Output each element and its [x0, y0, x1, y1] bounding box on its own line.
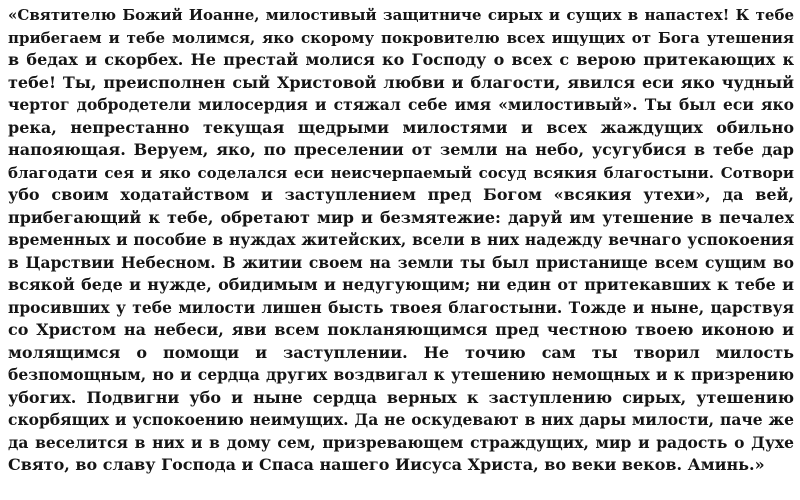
text-line: благодати сея и яко соделался еси неисчерпаемый сосуд всякия благостыни. Сотвори	[8, 163, 794, 182]
text-line: убо своим ходатайством и заступлением пред Богом «всякия утехи», да вей,	[8, 185, 794, 204]
text-line: скорбящих и успокоению неимущих. Да не оскудевают в них дары милости, паче же	[8, 410, 794, 429]
text-line: временных и пособие в нуждах житейских, всели в них надежду вечнаго успокоения	[8, 230, 794, 249]
text-line: река, непрестанно текущая щедрыми милостями и всех жаждущих обильно	[8, 117, 794, 137]
prayer-text-block	[8, 4, 794, 496]
text-line: убогих. Подвигни убо и ныне сердца верных к заступлению сирых, утешению	[8, 387, 794, 407]
text-line: со Христом на небеси, яви всем покланяющимся пред честною твоею иконою и	[8, 320, 794, 339]
text-line: тебе! Ты, преисполнен сый Христовой любви и благости, явился еси яко чудный	[8, 72, 794, 92]
text-line: просивших у тебе милости лишен бысть твоея благостыни. Тожде и ныне, царствуя	[8, 297, 794, 317]
text-line: в бедах и скорбех. Не престай молися ко Господу о всех с верою притекающих к	[8, 50, 794, 69]
text-line: безпомощным, но и сердца других воздвигал к утешению немощных и к призрению	[8, 365, 794, 384]
text-line: чертог добродетели милосердия и стяжал себе имя «милостивый». Ты был еси яко	[8, 95, 794, 114]
text-line: «Святителю Божий Иоанне, милостивый защитниче сирых и сущих в напастех! К тебе	[8, 6, 794, 24]
text-line-last: Свято, во славу Господа и Спаса нашего Иисуса Христа, во веки веков. Аминь.»	[8, 455, 765, 474]
text-line: молящимся о помощи и заступлении. Не точию сам ты творил милость	[8, 342, 794, 362]
text-line: в Царствии Небесном. В житии своем на земли ты был пристанище всем сущим во	[8, 252, 794, 272]
text-line: прибегаем и тебе молимся, яко скорому покровителю всех ищущих от Бога утешения	[8, 28, 794, 47]
text-line: да веселится в них и в дому сем, призревающем страждущих, мир и радость о Духе	[8, 432, 794, 452]
text-line: прибегающий к тебе, обретают мир и безмятежие: даруй им утешение в печалех	[8, 207, 794, 227]
text-line: всякой беде и нужде, обидимым и недугующим; ни един от притекавших к тебе и	[8, 275, 794, 294]
text-line: напояющая. Веруем, яко, по преселении от земли на небо, усугубися в тебе дар	[8, 140, 794, 159]
